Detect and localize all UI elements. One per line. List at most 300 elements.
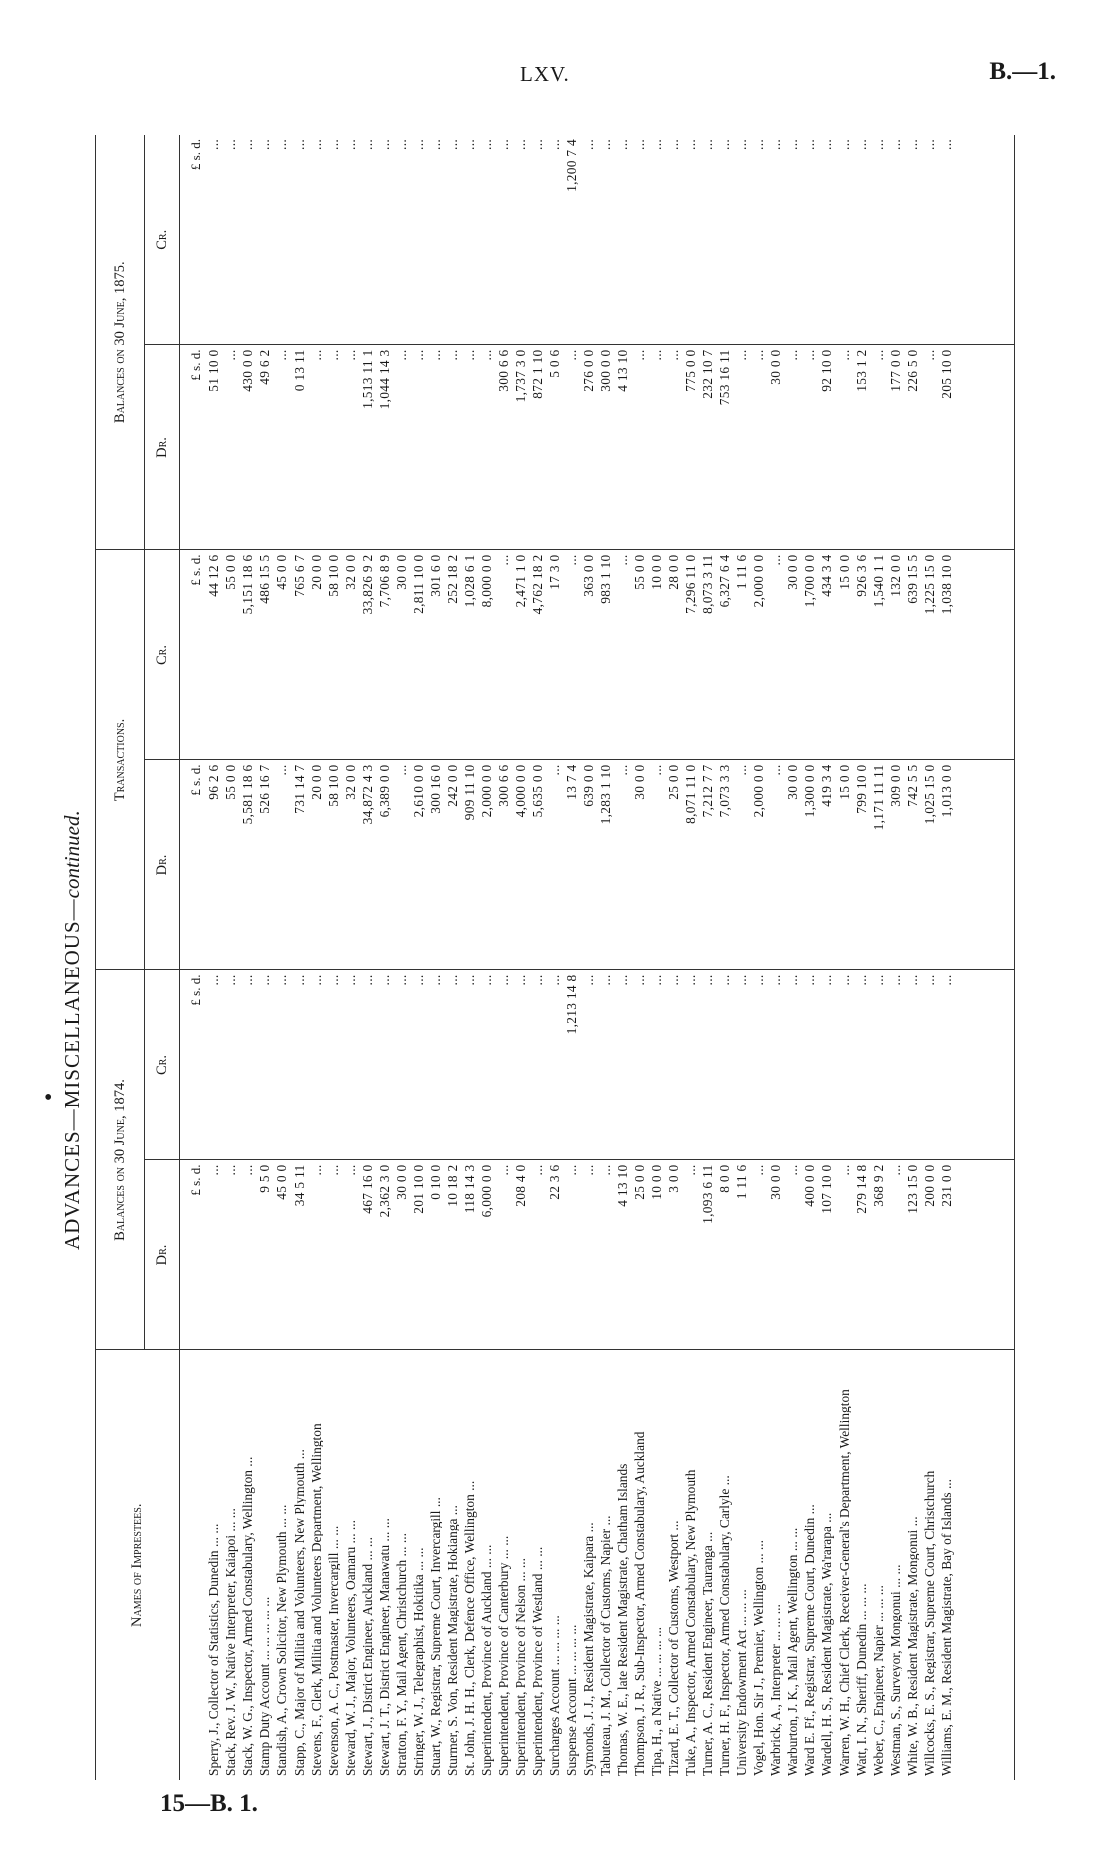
amount-tcr: 20 0 0 [306, 550, 323, 760]
amount-cr74: ... [936, 970, 954, 1160]
amount-tcr: ... [562, 550, 579, 760]
amount-cr75: ... [902, 135, 919, 345]
table-row [579, 135, 596, 1780]
amount-dr75: 1,044 14 3 [374, 345, 391, 550]
amount-dr74: 400 0 0 [800, 1160, 817, 1350]
amount-cr74: ... [204, 970, 221, 1160]
table-row [936, 135, 954, 1780]
amount-cr74: ... [357, 970, 374, 1160]
amount-tdr: 300 6 6 [494, 760, 511, 970]
amount-cr75: ... [255, 135, 272, 345]
amount-cr74: ... [834, 970, 851, 1160]
amount-tdr: 526 16 7 [255, 760, 272, 970]
amount-tcr: 32 0 0 [340, 550, 357, 760]
amount-tdr: 1,300 0 0 [800, 760, 817, 970]
units-label: £ s. d. [180, 760, 205, 970]
amount-tdr: 1,025 15 0 [919, 760, 936, 970]
table-row [357, 135, 374, 1780]
amount-dr75: 92 10 0 [817, 345, 834, 550]
amount-tdr: 58 10 0 [323, 760, 340, 970]
imprestee-name: Steward, W. J., Major, Volunteers, Oamaru ... ... [342, 1520, 358, 1776]
amount-cr75: ... [477, 135, 494, 345]
dr-header: Dr. [145, 760, 180, 970]
amount-dr75: ... [834, 345, 851, 550]
amount-cr75: ... [494, 135, 511, 345]
amount-tdr: 15 0 0 [834, 760, 851, 970]
amount-cr74: ... [851, 970, 868, 1160]
amount-tcr: 2,000 0 0 [749, 550, 766, 760]
amount-tdr: 419 3 4 [817, 760, 834, 970]
amount-dr74: 10 0 0 [647, 1160, 664, 1350]
page-number: LXV. [520, 62, 570, 86]
amount-tdr: 7,073 3 3 [715, 760, 732, 970]
units-label: £ s. d. [180, 550, 205, 760]
amount-dr75: 205 10 0 [936, 345, 954, 550]
table-row [255, 135, 272, 1780]
amount-tdr: 4,000 0 0 [511, 760, 528, 970]
amount-tdr: 731 14 7 [289, 760, 306, 970]
amount-cr75: ... [936, 135, 954, 345]
table-row [340, 135, 357, 1780]
table-row [289, 135, 306, 1780]
table-row [681, 135, 698, 1780]
amount-dr75: 232 10 7 [698, 345, 715, 550]
amount-dr75: 300 6 6 [494, 345, 511, 550]
amount-cr74: ... [511, 970, 528, 1160]
table-row [425, 135, 442, 1780]
imprestee-name: Stevens, F., Clerk, Militia and Volunteers Department, Wellington [308, 1423, 324, 1776]
amount-tdr: 6,389 0 0 [374, 760, 391, 970]
imprestee-name: Warbrick, A., Interpreter ... ... ... [768, 1604, 784, 1776]
amount-tdr: 1,013 0 0 [936, 760, 954, 970]
imprestee-name: Stack, W. G., Inspector, Armed Constabulary, Wellington ... [240, 1456, 256, 1776]
imprestee-name: Stringer, W. J., Telegraphist, Hokitika ... ... [410, 1547, 426, 1776]
amount-cr75: ... [834, 135, 851, 345]
amount-dr74: ... [834, 1160, 851, 1350]
table-row [528, 135, 545, 1780]
amount-dr75: 300 0 0 [596, 345, 613, 550]
amount-cr75: ... [868, 135, 885, 345]
imprestee-name: Suspense Account ... ... ... ... [564, 1624, 579, 1776]
amount-cr75: ... [783, 135, 800, 345]
spacer-cell [954, 345, 1015, 550]
amount-dr74: ... [306, 1160, 323, 1350]
amount-cr75: ... [459, 135, 476, 345]
amount-tdr: ... [545, 760, 562, 970]
bullet-mark: • [44, 1085, 53, 1111]
amount-cr74: ... [732, 970, 749, 1160]
imprestee-name: Wardell, H. S., Resident Magistrate, Wa'rarapa ... [819, 1512, 835, 1776]
amount-dr74: ... [885, 1160, 902, 1350]
amount-cr75: ... [545, 135, 562, 345]
imprestee-name: Watt, I. N., Sheriff, Dunedin ... ... ... [853, 1583, 869, 1776]
amount-tcr: 55 0 0 [630, 550, 647, 760]
amount-dr74: 22 3 6 [545, 1160, 562, 1350]
amount-dr75: ... [647, 345, 664, 550]
amount-dr75: 430 0 0 [238, 345, 255, 550]
table-row [494, 135, 511, 1780]
amount-tcr: 17 3 0 [545, 550, 562, 760]
amount-cr75: ... [442, 135, 459, 345]
amount-cr74: ... [868, 970, 885, 1160]
amount-dr74: ... [579, 1160, 596, 1350]
amount-cr74: ... [596, 970, 613, 1160]
table-row [477, 135, 494, 1780]
amount-dr75: 753 16 11 [715, 345, 732, 550]
imprestee-name: Superintendent, Province of Canterbury ... ... [495, 1535, 511, 1776]
amount-tcr: 983 1 10 [596, 550, 613, 760]
units-label: £ s. d. [180, 135, 205, 345]
amount-tcr: 44 12 6 [204, 550, 221, 760]
spacer-cell [954, 550, 1015, 760]
amount-tcr: 8,073 3 11 [698, 550, 715, 760]
spacer-cell [954, 760, 1015, 970]
amount-dr75: ... [477, 345, 494, 550]
amount-dr74: 1 11 6 [732, 1160, 749, 1350]
title-main: ADVANCES—MISCELLANEOUS— [60, 898, 84, 1250]
amount-cr74: ... [698, 970, 715, 1160]
spacer-cell [954, 1160, 1015, 1350]
table-row [698, 135, 715, 1780]
amount-dr74: 6,000 0 0 [477, 1160, 494, 1350]
amount-tdr: 2,610 0 0 [408, 760, 425, 970]
amount-cr75: ... [323, 135, 340, 345]
imprestee-name: Stewart, J. T., District Engineer, Manawatu ... ... [376, 1518, 392, 1776]
imprestee-name: Stevenson, A. C., Postmaster, Invercargill ... ... [325, 1525, 341, 1776]
amount-dr75: ... [664, 345, 681, 550]
amount-dr75: ... [340, 345, 357, 550]
amount-tcr: 5,151 18 6 [238, 550, 255, 760]
amount-dr74: ... [323, 1160, 340, 1350]
amount-tdr: 1,171 11 11 [868, 760, 885, 970]
amount-dr75: ... [323, 345, 340, 550]
amount-tdr: ... [272, 760, 289, 970]
amount-tdr: ... [732, 760, 749, 970]
amount-cr74: ... [749, 970, 766, 1160]
amount-cr75: ... [596, 135, 613, 345]
table-row [204, 135, 221, 1780]
amount-dr75: 30 0 0 [766, 345, 783, 550]
table-row [715, 135, 732, 1780]
amount-tcr: 486 15 5 [255, 550, 272, 760]
amount-tdr: 2,000 0 0 [749, 760, 766, 970]
amount-cr74: ... [664, 970, 681, 1160]
amount-tcr: 1,038 10 0 [936, 550, 954, 760]
table-row [664, 135, 681, 1780]
amount-dr75: 4 13 10 [613, 345, 630, 550]
amount-cr75: ... [698, 135, 715, 345]
amount-cr74: ... [272, 970, 289, 1160]
amount-cr75: ... [851, 135, 868, 345]
amount-dr74: ... [681, 1160, 698, 1350]
table-row [391, 135, 408, 1780]
amount-cr75: ... [613, 135, 630, 345]
amount-dr75: ... [391, 345, 408, 550]
cr-header: Cr. [145, 970, 180, 1160]
amount-cr75: ... [408, 135, 425, 345]
amount-cr75: ... [204, 135, 221, 345]
amount-dr74: 45 0 0 [272, 1160, 289, 1350]
amount-tcr: 7,706 8 9 [374, 550, 391, 760]
amount-cr74: ... [902, 970, 919, 1160]
rotated-table-container [95, 135, 1015, 1780]
table-row [732, 135, 749, 1780]
imprestee-name: Weber, C., Engineer, Napier ... ... ... [870, 1585, 886, 1776]
amount-dr74: 123 15 0 [902, 1160, 919, 1350]
amount-cr74: ... [630, 970, 647, 1160]
amount-dr75: ... [272, 345, 289, 550]
amount-tcr: 1 11 6 [732, 550, 749, 760]
amount-cr75: ... [681, 135, 698, 345]
table-row [408, 135, 425, 1780]
table-row [442, 135, 459, 1780]
imprestee-name: Superintendent, Province of Westland ... ... [529, 1546, 545, 1776]
amount-tcr: 926 3 6 [851, 550, 868, 760]
table-row [817, 135, 834, 1780]
amount-tdr: 909 11 10 [459, 760, 476, 970]
amount-tcr: ... [613, 550, 630, 760]
amount-dr75: ... [783, 345, 800, 550]
amount-cr75: ... [272, 135, 289, 345]
amount-dr74: 208 4 0 [511, 1160, 528, 1350]
amount-dr74: ... [221, 1160, 238, 1350]
amount-cr75: ... [238, 135, 255, 345]
table-row [323, 135, 340, 1780]
amount-tdr: 30 0 0 [630, 760, 647, 970]
amount-tcr: 30 0 0 [391, 550, 408, 760]
table-row [306, 135, 323, 1780]
title-suffix: continued. [60, 810, 84, 899]
amount-cr74: ... [340, 970, 357, 1160]
amount-dr74: ... [494, 1160, 511, 1350]
amount-dr75: 276 0 0 [579, 345, 596, 550]
amount-dr74: ... [749, 1160, 766, 1350]
amount-tcr: 2,471 1 0 [511, 550, 528, 760]
amount-dr75: 0 13 11 [289, 345, 306, 550]
amount-cr74: ... [323, 970, 340, 1160]
amount-dr75: ... [459, 345, 476, 550]
imprestee-name: St. John, J. H. H., Clerk, Defence Office, Wellington ... [461, 1480, 477, 1776]
amount-tcr: 10 0 0 [647, 550, 664, 760]
amount-tcr: 434 3 4 [817, 550, 834, 760]
amount-dr74: 200 0 0 [919, 1160, 936, 1350]
amount-cr75: ... [306, 135, 323, 345]
amount-tdr: ... [613, 760, 630, 970]
table-row [647, 135, 664, 1780]
units-spacer [180, 1350, 205, 1780]
amount-cr75: ... [357, 135, 374, 345]
dr-header: Dr. [145, 1160, 180, 1350]
amount-dr74: 467 16 0 [357, 1160, 374, 1350]
amount-tdr: 799 10 0 [851, 760, 868, 970]
amount-cr74: ... [494, 970, 511, 1160]
amount-tcr: 639 15 5 [902, 550, 919, 760]
amount-cr75: ... [630, 135, 647, 345]
group-transactions-header: Transactions. [96, 550, 145, 970]
amount-tcr: 1,700 0 0 [800, 550, 817, 760]
amount-dr74: ... [238, 1160, 255, 1350]
amount-tcr: 301 6 0 [425, 550, 442, 760]
amount-cr75: ... [766, 135, 783, 345]
amount-cr75: ... [715, 135, 732, 345]
amount-cr75: 1,200 7 4 [562, 135, 579, 345]
amount-cr74: ... [442, 970, 459, 1160]
imprestee-name: Symonds, J. J., Resident Magistrate, Kaipara ... [581, 1522, 596, 1776]
footer-code: 15—B. 1. [160, 1790, 258, 1817]
amount-cr74: ... [817, 970, 834, 1160]
amount-tcr: 45 0 0 [272, 550, 289, 760]
table-row [783, 135, 800, 1780]
amount-tcr: 1,225 15 0 [919, 550, 936, 760]
amount-cr74: ... [289, 970, 306, 1160]
amount-cr74: ... [408, 970, 425, 1160]
amount-cr74: ... [919, 970, 936, 1160]
amount-tcr: 7,296 11 0 [681, 550, 698, 760]
spacer-cell [954, 970, 1015, 1160]
imprestee-name: Stratton, F. Y., Mail Agent, Christchurch ... ... [393, 1533, 409, 1776]
amount-cr74: ... [613, 970, 630, 1160]
amount-tcr: 363 0 0 [579, 550, 596, 760]
amount-cr75: ... [391, 135, 408, 345]
amount-dr74: ... [562, 1160, 579, 1350]
table-row [800, 135, 817, 1780]
amount-cr75: ... [664, 135, 681, 345]
imprestee-name: Vogel, Hon. Sir J., Premier, Wellington ... ... [751, 1540, 767, 1776]
imprestee-name: Ward E. Ff., Registrar, Supreme Court, Dunedin ... [802, 1504, 818, 1776]
amount-dr74: 231 0 0 [936, 1160, 954, 1350]
amount-tdr: 1,283 1 10 [596, 760, 613, 970]
amount-dr75: ... [425, 345, 442, 550]
amount-tdr: 7,212 7 7 [698, 760, 715, 970]
amount-cr74: ... [238, 970, 255, 1160]
imprestee-name: Sturmer, S. Von, Resident Magistrate, Hokianga ... [444, 1505, 460, 1776]
units-label: £ s. d. [180, 1160, 205, 1350]
amount-cr75: ... [374, 135, 391, 345]
amount-dr74: 9 5 0 [255, 1160, 272, 1350]
group-1875-header: Balances on 30 June, 1875. [96, 135, 145, 550]
amount-dr74: ... [340, 1160, 357, 1350]
amount-tdr: 96 2 6 [204, 760, 221, 970]
amount-dr75: ... [221, 345, 238, 550]
amount-tcr: 33,826 9 2 [357, 550, 374, 760]
amount-dr74: 10 18 2 [442, 1160, 459, 1350]
amount-cr75: ... [732, 135, 749, 345]
amount-dr75: ... [562, 345, 579, 550]
imprestee-name: Warburton, J. K., Mail Agent, Wellington ... ... [785, 1527, 801, 1776]
amount-dr75: 1,513 11 1 [357, 345, 374, 550]
amount-tdr: 32 0 0 [340, 760, 357, 970]
amount-cr75: ... [817, 135, 834, 345]
imprestee-name: Turner, H. F., Inspector, Armed Constabulary, Carlyle ... [717, 1475, 732, 1776]
table-row [459, 135, 476, 1780]
table-row [885, 135, 902, 1780]
table-row [851, 135, 868, 1780]
amount-cr74: ... [459, 970, 476, 1160]
document-code: B.—1. [989, 58, 1056, 85]
imprestee-name: Stack, Rev. J. W., Native Interpreter, Kaiapoi ... ... [223, 1508, 239, 1776]
amount-dr74: ... [783, 1160, 800, 1350]
amount-tdr: ... [647, 760, 664, 970]
imprestee-name: Tuke, A., Inspector, Armed Constabulary, New Plymouth [683, 1469, 698, 1776]
amount-cr74: ... [681, 970, 698, 1160]
imprestee-name: Thompson, J. R., Sub-Inspector, Armed Constabulary, Auckland [632, 1431, 647, 1776]
amount-tdr: 2,000 0 0 [477, 760, 494, 970]
table-row [630, 135, 647, 1780]
amount-dr75: ... [442, 345, 459, 550]
amount-cr74: ... [800, 970, 817, 1160]
amount-cr74: ... [306, 970, 323, 1160]
cr-header: Cr. [145, 550, 180, 760]
amount-cr74: 1,213 14 8 [562, 970, 579, 1160]
amount-cr75: ... [647, 135, 664, 345]
amount-tcr: 58 10 0 [323, 550, 340, 760]
amount-cr75: ... [885, 135, 902, 345]
amount-tcr: 4,762 18 2 [528, 550, 545, 760]
cr-header: Cr. [145, 135, 180, 345]
amount-dr74: 2,362 3 0 [374, 1160, 391, 1350]
amount-tcr: 55 0 0 [221, 550, 238, 760]
amount-dr74: ... [204, 1160, 221, 1350]
imprestee-name: Standish, A., Crown Solicitor, New Plymouth ... ... [274, 1504, 290, 1776]
amount-tcr: 132 0 0 [885, 550, 902, 760]
amount-dr74: 34 5 11 [289, 1160, 306, 1350]
group-1874-header: Balances on 30 June, 1874. [96, 970, 145, 1350]
imprestee-name: Thomas, W. E., late Resident Magistrate, Chatham Islands [615, 1463, 630, 1776]
amount-dr75: 775 0 0 [681, 345, 698, 550]
amount-cr74: ... [391, 970, 408, 1160]
advances-table [95, 135, 1015, 1780]
amount-tdr: 8,071 11 0 [681, 760, 698, 970]
amount-cr74: ... [647, 970, 664, 1160]
amount-cr74: ... [715, 970, 732, 1160]
table-row [834, 135, 851, 1780]
units-label: £ s. d. [180, 345, 205, 550]
amount-dr75: ... [630, 345, 647, 550]
amount-cr75: ... [511, 135, 528, 345]
amount-dr74: 368 9 2 [868, 1160, 885, 1350]
amount-cr74: ... [885, 970, 902, 1160]
amount-dr75: ... [749, 345, 766, 550]
amount-tcr: 2,811 10 0 [408, 550, 425, 760]
amount-dr74: 1,093 6 11 [698, 1160, 715, 1350]
imprestee-name: Superintendent, Province of Auckland ... ... [478, 1544, 494, 1776]
amount-cr74: ... [528, 970, 545, 1160]
table-bottom-spacer [954, 135, 1015, 1780]
imprestee-name: Stamp Duty Account ... ... ... ... ... [257, 1596, 273, 1776]
imprestee-name: White, W. B., Resident Magistrate, Mongonui ... [904, 1516, 920, 1776]
amount-dr75: ... [306, 345, 323, 550]
amount-tdr: 300 16 0 [425, 760, 442, 970]
amount-tdr: 639 0 0 [579, 760, 596, 970]
amount-tdr: 34,872 4 3 [357, 760, 374, 970]
amount-tcr: ... [494, 550, 511, 760]
table-row [374, 135, 391, 1780]
amount-cr75: ... [221, 135, 238, 345]
table-row [511, 135, 528, 1780]
amount-dr74: 0 10 0 [425, 1160, 442, 1350]
amount-tdr: 5,581 18 6 [238, 760, 255, 970]
amount-dr74: ... [528, 1160, 545, 1350]
table-row [919, 135, 936, 1780]
amount-dr75: 153 1 2 [851, 345, 868, 550]
amount-cr75: ... [289, 135, 306, 345]
imprestee-name: Tipa, H., a Native ... ... ... ... [649, 1626, 664, 1776]
amount-dr74: ... [596, 1160, 613, 1350]
table-row [749, 135, 766, 1780]
imprestee-name: Stapp, C., Major of Militia and Volunteers, New Plymouth ... [291, 1449, 307, 1776]
amount-cr74: ... [221, 970, 238, 1160]
amount-tdr: 55 0 0 [221, 760, 238, 970]
